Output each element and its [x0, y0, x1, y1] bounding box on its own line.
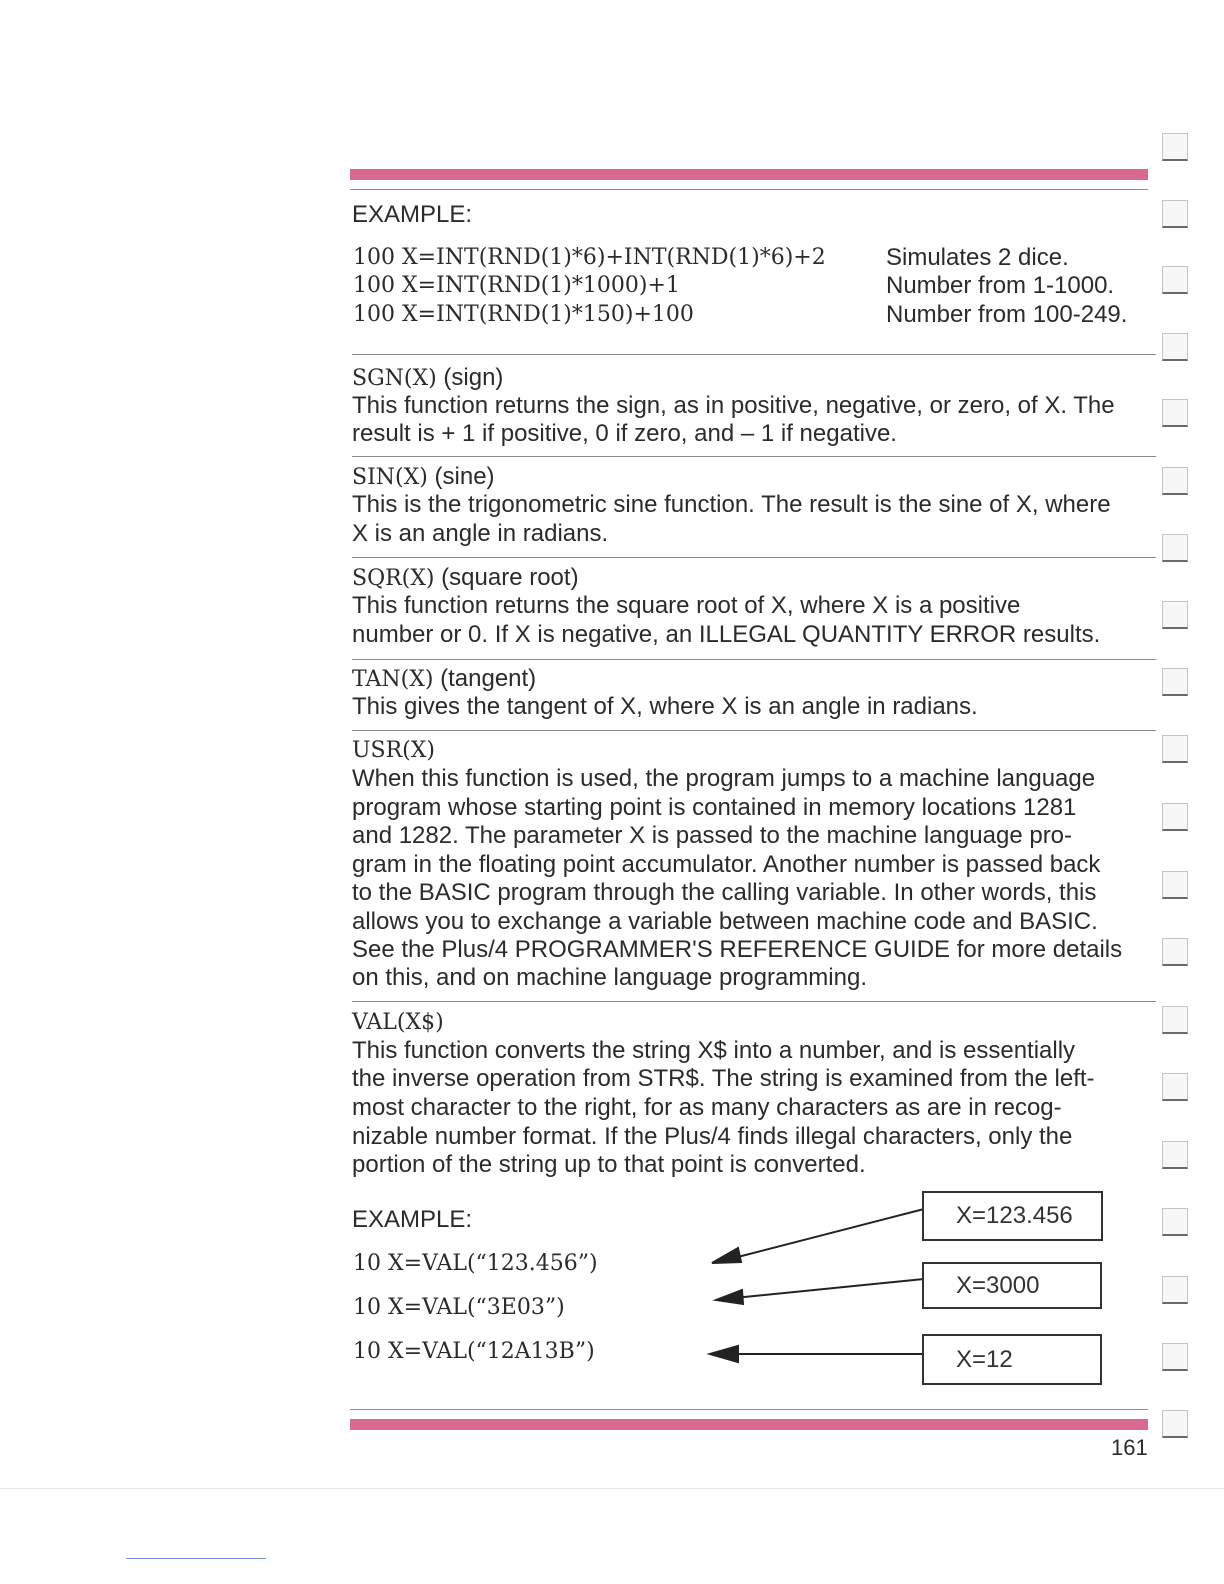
bottom-accent-bar — [350, 1419, 1148, 1430]
arrowhead-1 — [712, 1248, 741, 1263]
bottom-example-code-2: 10 X=VAL(“3E03”) — [353, 1295, 565, 1320]
margin-tab-mark — [1162, 668, 1188, 696]
top-example-note-1: Simulates 2 dice. — [886, 244, 1069, 271]
margin-tab-mark — [1162, 133, 1188, 161]
top-example-code-3: 100 X=INT(RND(1)*150)+100 — [353, 302, 694, 327]
margin-tab-mark — [1162, 266, 1188, 294]
section-body-line: nizable number format. If the Plus/4 finds illegal characters, only the — [352, 1123, 1073, 1150]
section-body-line: This is the trigonometric sine function. The result is the sine of X, where — [352, 491, 1111, 518]
section-body-line: When this function is used, the program jumps to a machine language — [352, 765, 1096, 792]
function-desc: (tangent) — [440, 665, 537, 692]
margin-tab-mark — [1162, 938, 1188, 966]
margin-tab-mark — [1162, 1006, 1188, 1034]
margin-tab-mark — [1162, 803, 1188, 831]
section-body-line: result is + 1 if positive, 0 if zero, and – 1 if negative. — [352, 420, 897, 447]
arrow-line-1 — [730, 1209, 924, 1259]
function-desc: (sign) — [443, 364, 504, 391]
margin-tab-mark — [1162, 601, 1188, 629]
result-value: X=12 — [956, 1346, 1013, 1373]
margin-tab-mark — [1162, 399, 1188, 427]
bottom-example-label: EXAMPLE: — [352, 1206, 473, 1233]
bottom-accent-line — [350, 1409, 1148, 1410]
result-value: X=123.456 — [956, 1202, 1073, 1229]
section-body-line: to the BASIC program through the calling variable. In other words, this — [352, 879, 1097, 906]
page-number: 161 — [1111, 1435, 1148, 1460]
margin-tab-mark — [1162, 735, 1188, 763]
top-example-label: EXAMPLE: — [352, 201, 473, 228]
function-name: VAL(X$) — [352, 1010, 444, 1035]
section-body-line: program whose starting point is contained in memory locations 1281 — [352, 794, 1077, 821]
section-body-line: number or 0. If X is negative, an ILLEGAL QUANTITY ERROR results. — [352, 621, 1101, 648]
scan-edge-mark — [126, 1558, 266, 1559]
margin-tab-mark — [1162, 1141, 1188, 1169]
margin-tab-mark — [1162, 333, 1188, 361]
function-desc: (sine) — [434, 463, 495, 490]
margin-tab-mark — [1162, 534, 1188, 562]
section-body-line: on this, and on machine language programming. — [352, 964, 867, 991]
function-desc: (square root) — [441, 564, 579, 591]
function-name: USR(X) — [352, 738, 436, 763]
scan-edge-line — [0, 1488, 1224, 1489]
result-box-1 — [922, 1191, 1103, 1241]
arrow-line-2 — [734, 1279, 924, 1298]
arrowhead-2 — [716, 1290, 743, 1304]
arrowhead-3 — [710, 1346, 738, 1362]
margin-tab-mark — [1162, 1343, 1188, 1371]
section-body-line: allows you to exchange a variable between machine code and BASIC. — [352, 908, 1098, 935]
margin-tab-mark — [1162, 871, 1188, 899]
function-name: SQR(X) — [352, 566, 435, 591]
section-body-line: This function returns the sign, as in positive, negative, or zero, of X. The — [352, 392, 1115, 419]
function-name: SIN(X) — [352, 465, 428, 490]
function-name: SGN(X) — [352, 366, 437, 391]
section-body-line: the inverse operation from STR$. The string is examined from the left- — [352, 1065, 1095, 1092]
section-body-line: gram in the floating point accumulator. Another number is passed back — [352, 851, 1101, 878]
section-body-line: This function returns the square root of X, where X is a positive — [352, 592, 1021, 619]
top-example-note-3: Number from 100-249. — [886, 301, 1128, 328]
margin-tab-mark — [1162, 1276, 1188, 1304]
result-box-2 — [922, 1262, 1102, 1309]
section-body-line: X is an angle in radians. — [352, 520, 609, 547]
result-value: X=3000 — [956, 1272, 1040, 1299]
margin-tab-mark — [1162, 1073, 1188, 1101]
section-body-line: and 1282. The parameter X is passed to the machine language pro- — [352, 822, 1073, 849]
result-box-3 — [922, 1334, 1102, 1385]
section-body-line: This function converts the string X$ into a number, and is essentially — [352, 1037, 1076, 1064]
section-body-line: This gives the tangent of X, where X is an angle in radians. — [352, 693, 978, 720]
top-example-note-2: Number from 1-1000. — [886, 272, 1115, 299]
top-example-code-2: 100 X=INT(RND(1)*1000)+1 — [353, 273, 680, 298]
function-name: TAN(X) — [352, 667, 434, 692]
section-body-line: most character to the right, for as many characters as are in recog- — [352, 1094, 1062, 1121]
section-body-line: See the Plus/4 PROGRAMMER'S REFERENCE GUIDE for more details — [352, 936, 1123, 963]
top-example-code-1: 100 X=INT(RND(1)*6)+INT(RND(1)*6)+2 — [353, 245, 826, 270]
bottom-example-code-1: 10 X=VAL(“123.456”) — [353, 1251, 598, 1276]
section-body-line: portion of the string up to that point is converted. — [352, 1151, 866, 1178]
margin-tab-mark — [1162, 200, 1188, 228]
margin-tab-mark — [1162, 1410, 1188, 1438]
margin-tab-mark — [1162, 1208, 1188, 1236]
margin-tab-mark — [1162, 467, 1188, 495]
bottom-example-code-3: 10 X=VAL(“12A13B”) — [353, 1339, 595, 1364]
